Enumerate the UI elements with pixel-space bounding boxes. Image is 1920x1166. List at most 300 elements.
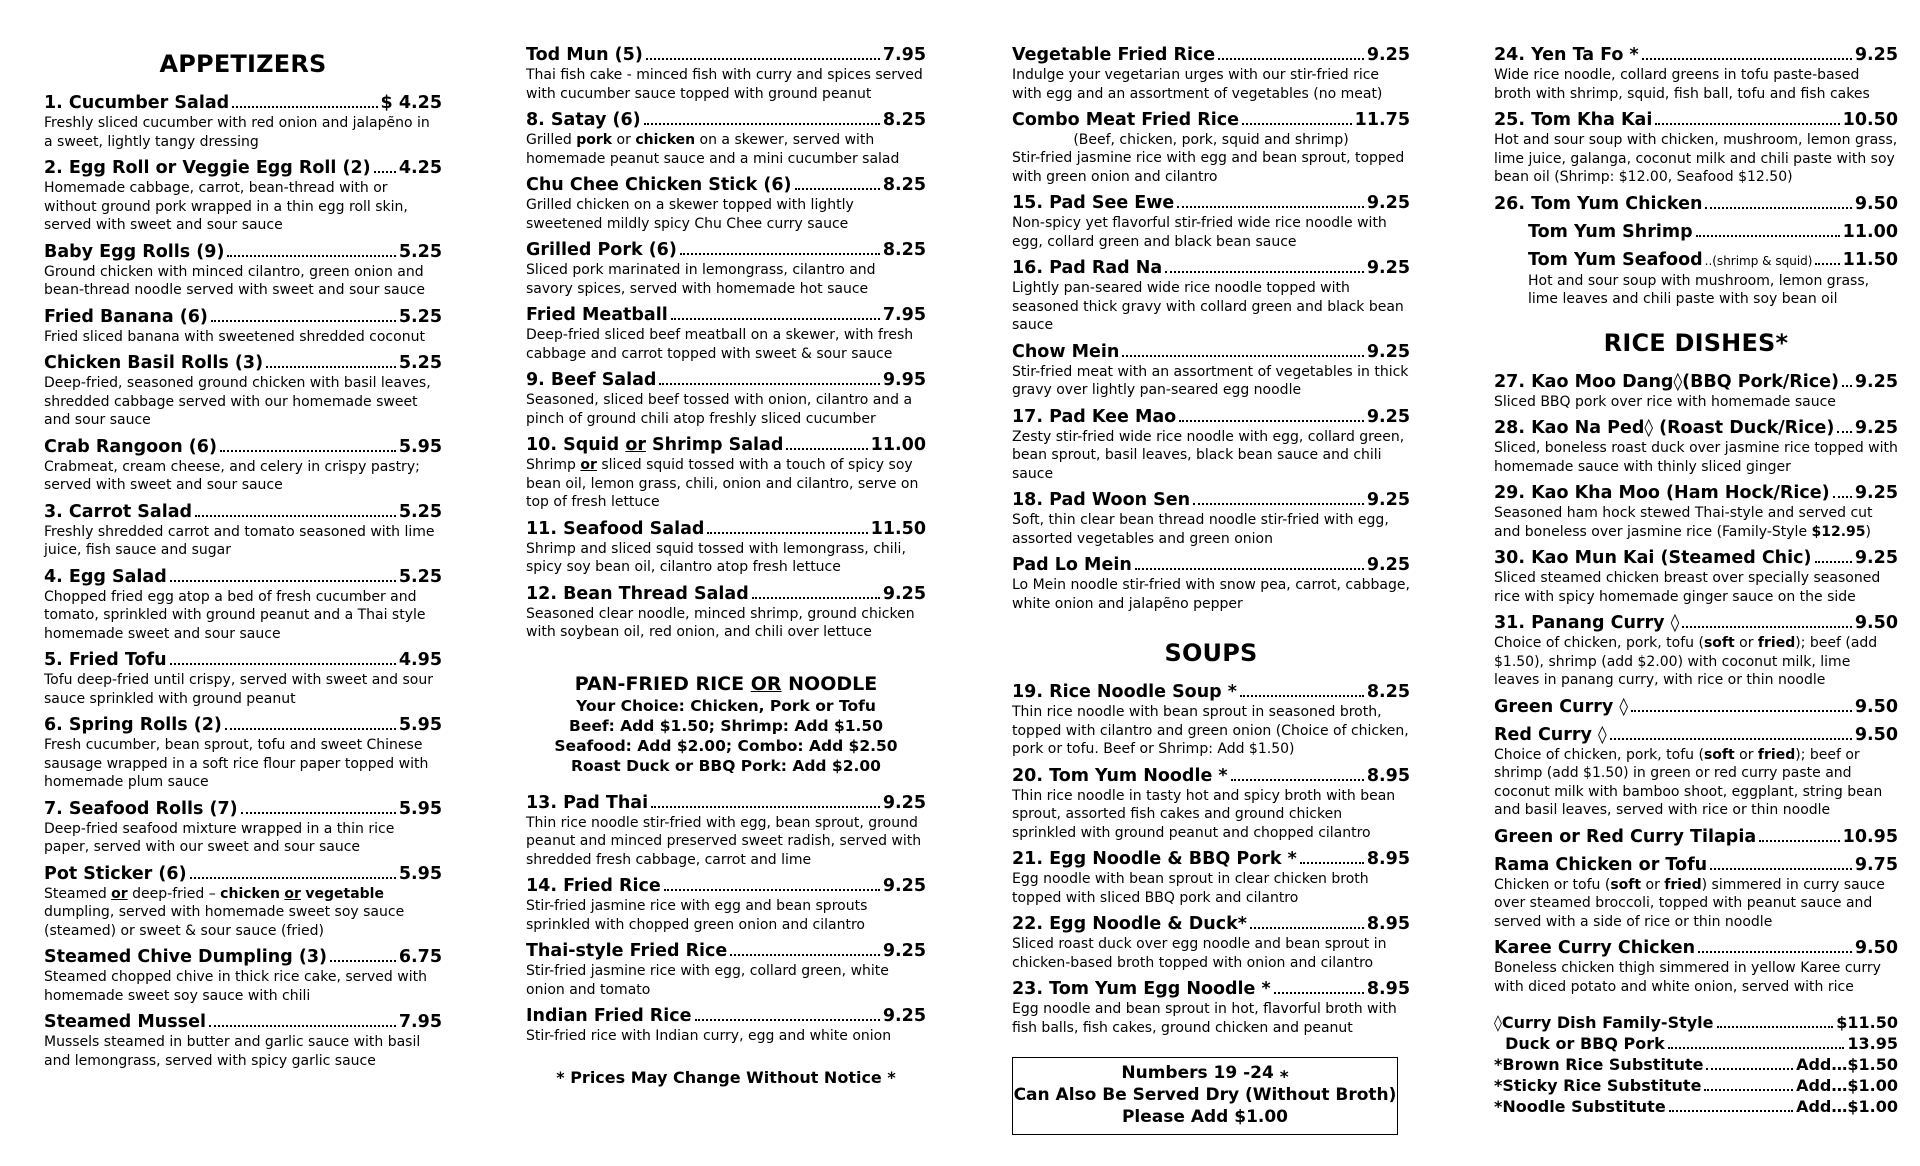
menu-item-header: [1494, 937, 1898, 959]
menu-item-description: Shrimp and sliced squid tossed with lemongrass, chili, spicy soy bean oil, cilantro atop fresh lettuce: [526, 540, 906, 575]
menu-item-name: 21. Egg Noodle & BBQ Pork *: [1012, 849, 1297, 869]
dot-leader: [1837, 431, 1851, 433]
dot-leader: [1177, 206, 1364, 208]
menu-item-description: Sliced pork marinated in lemongrass, cilantro and savory spices, served with homemade hot sauce: [526, 262, 876, 297]
menu-item-description: Stir-fried jasmine rice with egg, collard green, white onion and tomato: [526, 963, 889, 998]
menu-item-header: [1528, 249, 1898, 272]
menu-item-price: 7.95: [882, 45, 926, 65]
menu-item-header: [44, 501, 442, 523]
column-4: [1494, 44, 1898, 1117]
menu-item-name: Indian Fried Rice: [526, 1006, 692, 1026]
menu-item-price: 8.25: [882, 110, 926, 130]
description-part: or: [612, 132, 636, 148]
menu-item-header: [44, 352, 442, 374]
menu-item-price: 9.25: [1854, 45, 1898, 65]
description-part: or: [284, 885, 301, 902]
description-part: soft: [1703, 635, 1735, 651]
menu-item: [1494, 193, 1898, 215]
menu-item: [1012, 44, 1410, 103]
menu-item: [526, 875, 926, 934]
menu-item-header: [44, 92, 442, 114]
menu-item: [1494, 417, 1898, 476]
dot-leader: [1705, 207, 1851, 209]
footer-line-price: Add…$1.00: [1796, 1076, 1898, 1095]
menu-item-header: [1494, 826, 1898, 848]
dry-box-line1: Numbers 19 -24 ⁎: [1121, 1063, 1289, 1083]
menu-item-header: [1494, 44, 1898, 66]
menu-item-price: 5.25: [398, 566, 442, 587]
dot-leader: [651, 806, 880, 808]
menu-item-description: [1494, 504, 1898, 541]
menu-item-header: [1012, 341, 1410, 363]
menu-item: [526, 174, 926, 233]
menu-item: [1494, 612, 1898, 690]
dot-leader: [1704, 1089, 1793, 1091]
menu-item-price: 9.50: [1854, 938, 1898, 958]
menu-item: [526, 369, 926, 428]
menu-item-price: 7.95: [398, 1012, 442, 1032]
dot-leader: [1655, 123, 1839, 125]
menu-item: [1012, 406, 1410, 484]
menu-item-description: Chopped fried egg atop a bed of fresh cucumber and tomato, sprinkled with ground peanut and a Thai style homemade sweet and sour sauce: [44, 588, 426, 642]
dot-leader: [209, 1025, 396, 1027]
name-part: or: [625, 435, 646, 455]
menu-item: [1012, 257, 1410, 335]
menu-item-description: Egg noodle with bean sprout in clear chicken broth topped with sliced BBQ pork and cilantro: [1012, 871, 1369, 906]
menu-item-header: [1012, 913, 1410, 935]
menu-item-price: $ 4.25: [380, 93, 442, 113]
dot-leader: [1135, 568, 1364, 570]
menu-item-description: Seasoned clear noodle, minced shrimp, ground chicken with soybean oil, red onion, and chili over lettuce: [526, 605, 915, 640]
dot-leader: [786, 448, 867, 450]
menu-item-name: 16. Pad Rad Na: [1012, 258, 1163, 278]
name-part: Shrimp Salad: [645, 435, 784, 455]
dot-leader: [1193, 503, 1364, 505]
menu-item-description: Stir-fried rice with Indian curry, egg and white onion: [526, 1028, 892, 1044]
menu-item-header: [1494, 482, 1898, 504]
dot-leader: [1231, 779, 1364, 781]
menu-item-description: [1494, 876, 1898, 932]
menu-item-price: 6.75: [398, 947, 442, 967]
dot-leader: [659, 383, 879, 385]
menu-item: [44, 436, 442, 495]
menu-item-price: 8.25: [882, 240, 926, 260]
menu-item-header: [44, 241, 442, 263]
pan-title-or: OR: [750, 672, 782, 695]
dot-leader: [232, 106, 377, 108]
menu-item-price: 9.25: [1366, 406, 1410, 427]
footer-line: [1494, 1012, 1898, 1033]
menu-item-name: 12. Bean Thread Salad: [526, 583, 749, 604]
menu-item-header: [1012, 192, 1410, 214]
menu-item: [526, 583, 926, 642]
footer-line-header: [1494, 1075, 1898, 1096]
dot-leader: [227, 255, 395, 257]
menu-item-description: Mussels steamed in butter and garlic sauce with basil and lemongrass, served with spicy garlic sauce: [44, 1034, 421, 1069]
menu-item-name: Tom Yum Seafood: [1528, 249, 1703, 270]
dot-leader: [1833, 496, 1852, 498]
menu-item: [526, 518, 926, 577]
dot-leader: [644, 123, 880, 125]
menu-item-name: Steamed Chive Dumpling (3): [44, 947, 328, 967]
dot-leader: [1717, 1026, 1834, 1028]
menu-item-name: 11. Seafood Salad: [526, 518, 705, 539]
footer-line: [1494, 1075, 1898, 1096]
description-part: on a skewer, served with homemade peanut sauce and a mini cucumber salad: [526, 132, 900, 167]
menu-item-header: [526, 174, 926, 196]
menu-item-price: 5.25: [398, 501, 442, 522]
menu-item: [1494, 482, 1898, 541]
menu-item: [44, 92, 442, 151]
menu-item: [1012, 341, 1410, 400]
dot-leader: [795, 188, 880, 190]
description-part: or: [1734, 746, 1758, 763]
menu-item-description: Sliced roast duck over egg noodle and bean sprout in chicken-based broth topped with onion and cilantro: [1012, 936, 1387, 971]
menu-item-description: Sliced, boneless roast duck over jasmine rice topped with homemade sauce with thinly sliced ginger: [1494, 440, 1898, 475]
menu-item-name: Chicken Basil Rolls (3): [44, 353, 264, 373]
menu-item-header: [526, 940, 926, 962]
menu-item-description: Deep-fried seafood mixture wrapped in a thin rice paper, served with our sweet and sour sauce: [44, 820, 395, 855]
menu-item-price: 9.25: [882, 583, 926, 604]
menu-item-description: Boneless chicken thigh simmered in yellow Karee curry with diced potato and white onion, served with rice: [1494, 960, 1881, 995]
menu-item-name: 3. Carrot Salad: [44, 501, 193, 522]
menu-item: [526, 792, 926, 870]
menu-item-price: 9.25: [1366, 555, 1410, 575]
dot-leader: [671, 318, 880, 320]
pan-fried-line3: Seafood: Add $2.00; Combo: Add $2.50: [554, 736, 898, 755]
description-part: soft: [1610, 876, 1642, 893]
dot-leader: [730, 954, 880, 956]
menu-item-price: 11.00: [1842, 221, 1898, 242]
footer-line-name: *Noodle Substitute: [1494, 1097, 1666, 1116]
dot-leader: [646, 58, 880, 60]
pan-fried-block: [526, 672, 926, 776]
dot-leader: [1842, 385, 1852, 387]
menu-item-name: Chow Mein: [1012, 341, 1120, 362]
menu-item-price: 9.25: [1366, 193, 1410, 213]
menu-item: [44, 566, 442, 644]
dot-leader: [1610, 738, 1852, 740]
menu-item-price: 9.25: [1854, 418, 1898, 438]
menu-item-price: 4.95: [398, 650, 442, 670]
menu-item-name: Pot Sticker (6): [44, 863, 187, 884]
menu-item-header: [1012, 44, 1410, 66]
dot-leader: [330, 960, 396, 962]
description-part: Chicken or tofu (: [1494, 876, 1611, 893]
menu-item-header: [1494, 371, 1898, 393]
menu-item-header: [1012, 765, 1410, 787]
menu-item-name: 18. Pad Woon Sen: [1012, 490, 1191, 510]
pan-fried-title: [526, 672, 926, 696]
menu-item-price: 9.50: [1854, 724, 1898, 745]
menu-item: [44, 306, 442, 347]
menu-item: [526, 109, 926, 168]
menu-item-price: 5.25: [398, 306, 442, 327]
column-2: [526, 44, 926, 1087]
description-part: Seasoned ham hock stewed Thai-style and served cut and boneless over jasmine rice (Family-Style: [1494, 505, 1873, 540]
menu-item: [526, 44, 926, 103]
menu-item: [44, 649, 442, 708]
menu-item-header: [44, 566, 442, 588]
menu-item-description: Fried sliced banana with sweetened shredded coconut: [44, 328, 425, 345]
menu-item-header: [44, 649, 442, 671]
menu-item-description: [1494, 634, 1898, 690]
menu-item-name: 15. Pad See Ewe: [1012, 193, 1175, 213]
menu-item-name: 6. Spring Rolls (2): [44, 715, 222, 735]
menu-item-name: 4. Egg Salad: [44, 566, 167, 587]
description-part: Choice of chicken, pork, tofu (: [1494, 635, 1704, 651]
menu-item-price: 9.95: [882, 370, 926, 390]
dry-box-line3: Please Add $1.00: [1121, 1107, 1289, 1127]
menu-item-name: 29. Kao Kha Moo (Ham Hock/Rice): [1494, 483, 1830, 503]
menu-item-name: [526, 434, 783, 456]
menu-item: [1012, 978, 1410, 1037]
menu-item-price: 9.25: [1366, 258, 1410, 278]
menu-item: [1494, 371, 1898, 412]
menu-item-price: 9.25: [882, 876, 926, 896]
dot-leader: [695, 1019, 880, 1021]
dot-leader: [1668, 1047, 1845, 1049]
pan-fried-line1: Your Choice: Chicken, Pork or Tofu: [576, 696, 876, 715]
dot-leader: [1706, 1068, 1793, 1070]
menu-item: [44, 946, 442, 1005]
menu-item-header: [1012, 554, 1410, 576]
description-part: soft: [1703, 746, 1735, 763]
dot-leader: [374, 171, 396, 173]
menu-item-price: 5.95: [398, 715, 442, 735]
dot-leader: [170, 663, 396, 665]
footer-line-price: Add…$1.50: [1796, 1055, 1898, 1074]
menu-item: [526, 304, 926, 363]
menu-item-name: 19. Rice Noodle Soup *: [1012, 682, 1237, 702]
menu-item-header: [526, 239, 926, 261]
menu-item-name: 25. Tom Kha Kai: [1494, 110, 1653, 130]
menu-item-header: [1494, 724, 1898, 746]
description-part: ) simmered in curry sauce over steamed broccoli, topped with peanut sauce and served with a side of rice or thin noodle: [1494, 876, 1885, 930]
menu-item-name: 13. Pad Thai: [526, 792, 649, 813]
menu-item-header: [526, 1005, 926, 1027]
menu-item-name: 20. Tom Yum Noodle *: [1012, 765, 1228, 786]
dot-leader: [1759, 840, 1840, 842]
menu-item-name: Steamed Mussel: [44, 1012, 206, 1032]
menu-item-header: [44, 863, 442, 885]
footer-line-header: [1494, 1033, 1898, 1054]
menu-item-header: [1494, 109, 1898, 131]
description-part: Steamed: [44, 885, 112, 902]
section-title-rice: RICE DISHES*: [1603, 328, 1789, 357]
menu-item-price: 8.95: [1366, 914, 1410, 934]
footer-lines: [1494, 1012, 1898, 1117]
menu-item-description: Non-spicy yet flavorful stir-fried wide rice noodle with egg, collard green and black bean sauce: [1012, 215, 1387, 250]
dot-leader: [1218, 58, 1364, 60]
description-part: or: [580, 457, 597, 473]
menu-item-description: Fresh cucumber, bean sprout, tofu and sweet Chinese sausage wrapped in a soft rice flour paper topped with homemade plum sauce: [44, 737, 429, 790]
menu-item-price: 8.95: [1366, 979, 1410, 999]
menu-item-name: Tom Yum Shrimp: [1528, 221, 1693, 242]
dot-leader: [1710, 868, 1852, 870]
footer-line: [1494, 1096, 1898, 1117]
menu-item-name: 5. Fried Tofu: [44, 650, 167, 670]
description-part: Grilled: [526, 132, 577, 148]
menu-item-description: Hot and sour soup with mushroom, lemon grass, lime leaves and chili paste with soy bean oil: [1528, 272, 1870, 307]
dot-leader: [1698, 951, 1852, 953]
menu-item-price: 5.95: [398, 798, 442, 819]
menu-item-price: 9.25: [1366, 341, 1410, 362]
menu-item-name: Green or Red Curry Tilapia: [1494, 826, 1757, 847]
description-part: fried: [1664, 876, 1702, 893]
menu-item-name: Fried Meatball: [526, 305, 668, 325]
menu-item-price: 8.25: [882, 175, 926, 195]
menu-item-description: Freshly sliced cucumber with red onion and jalapẽno in a sweet, lightly tangy dressing: [44, 115, 430, 150]
menu-item: [1494, 826, 1898, 848]
description-part: or: [1641, 876, 1665, 893]
menu-item-description: Grilled chicken on a skewer topped with lightly sweetened mildly spicy Chu Chee curry sauce: [526, 197, 854, 232]
menu-item-name: 9. Beef Salad: [526, 370, 657, 390]
footer-line-name: *Brown Rice Substitute: [1494, 1055, 1704, 1074]
footer-line-price: Add…$1.00: [1796, 1097, 1898, 1116]
menu-item-description: Thin rice noodle stir-fried with egg, bean sprout, ground peanut and minced preserved sweet radish, served with shredded fresh cabbage, carrot and lime: [526, 814, 922, 868]
description-part: sliced squid tossed with a touch of spicy soy bean oil, lemon grass, chili, onion and cilantro, serve on top of fresh lettuce: [526, 457, 919, 510]
dot-leader: [1122, 355, 1363, 357]
description-part: Shrimp: [526, 457, 581, 473]
menu-item: [1012, 489, 1410, 548]
name-part: 10. Squid: [526, 435, 626, 455]
menu-item-price: 8.25: [1366, 682, 1410, 702]
dot-leader: [266, 366, 396, 368]
menu-item: [44, 1011, 442, 1070]
menu-item-header: [526, 518, 926, 540]
description-part: or: [1734, 635, 1758, 651]
menu-item: [44, 714, 442, 792]
menu-item-name: Vegetable Fried Rice: [1012, 45, 1216, 65]
footer-line-header: [1494, 1096, 1898, 1117]
dry-option-box: [1012, 1057, 1398, 1135]
menu-item-header: [44, 306, 442, 328]
menu-item: [1494, 937, 1898, 996]
dot-leader: [190, 877, 396, 879]
menu-item-name: Red Curry ◊: [1494, 724, 1607, 745]
description-part: vegetable: [305, 885, 384, 902]
menu-item: [1494, 221, 1898, 243]
column-appetizers: [44, 44, 442, 1076]
menu-item-price: 9.50: [1854, 696, 1898, 717]
dot-leader: [680, 253, 880, 255]
footer-line-header: [1494, 1012, 1898, 1033]
menu-item-header: [526, 109, 926, 131]
dot-leader: [1642, 58, 1852, 60]
menu-item-price: 9.25: [1854, 483, 1898, 503]
description-part: chicken: [220, 885, 280, 902]
menu-item-price: 7.95: [882, 305, 926, 325]
menu-item-description: [526, 131, 926, 168]
dot-leader: [241, 812, 396, 814]
menu-item-name: Chu Chee Chicken Stick (6): [526, 175, 792, 195]
description-part: chicken: [635, 132, 696, 148]
menu-item-price: 4.25: [398, 158, 442, 178]
menu-item-header: [526, 434, 926, 456]
dot-leader: [1250, 927, 1364, 929]
dot-leader: [1815, 561, 1852, 563]
menu-item-name: Rama Chicken or Tofu: [1494, 854, 1708, 875]
description-part: dumpling, served with homemade sweet soy sauce (steamed) or sweet & sour sauce (fried): [44, 904, 405, 939]
menu-item-name: Combo Meat Fried Rice: [1012, 110, 1239, 130]
menu-item-price: 9.25: [882, 941, 926, 961]
menu-item-name: 1. Cucumber Salad: [44, 93, 230, 113]
menu-item-price: 9.25: [1854, 548, 1898, 568]
footer-line: [1494, 1054, 1898, 1075]
menu-item-header: [44, 798, 442, 820]
menu-item-header: [1528, 221, 1898, 243]
menu-item-description: Thai fish cake - minced fish with curry and spices served with cucumber sauce topped with ground peanut: [526, 67, 923, 102]
menu-item-description: Stir-fried jasmine rice with egg and bean sprouts sprinkled with chopped green onion and cilantro: [526, 898, 868, 933]
menu-item-header: [44, 714, 442, 736]
menu-item-name: 23. Tom Yum Egg Noodle *: [1012, 979, 1271, 999]
menu-item-header: [1494, 547, 1898, 569]
dot-leader: [1242, 123, 1352, 125]
menu-item: [1012, 765, 1410, 843]
menu-item-description: Crabmeat, cream cheese, and celery in crispy pastry; served with sweet and sour sauce: [44, 458, 420, 493]
description-part: deep-fried –: [127, 885, 221, 902]
menu-item-description: Sliced steamed chicken breast over specially seasoned rice with spicy homemade ginger sauce on the side: [1494, 570, 1881, 605]
menu-item-header: [44, 436, 442, 458]
dot-leader: [1682, 626, 1851, 628]
menu-item-header: [1012, 109, 1410, 131]
price-notice: * Prices May Change Without Notice *: [556, 1067, 896, 1087]
footer-line-name: Duck or BBQ Pork: [1494, 1034, 1665, 1053]
menu-item-header: [44, 1011, 442, 1033]
menu-item-price: 9.25: [882, 1006, 926, 1026]
menu-item-name: 27. Kao Moo Dang◊(BBQ Pork/Rice): [1494, 371, 1839, 392]
description-part: fried: [1757, 746, 1796, 763]
menu-item: [1012, 192, 1410, 251]
menu-item-name: 26. Tom Yum Chicken: [1494, 193, 1703, 214]
menu-item-description: Tofu deep-fried until crispy, served with sweet and sour sauce sprinkled with ground peanut: [44, 672, 433, 707]
menu-item-name: 24. Yen Ta Fo *: [1494, 45, 1639, 65]
menu-item-name: 8. Satay (6): [526, 110, 641, 130]
menu-item-name: 2. Egg Roll or Veggie Egg Roll (2): [44, 158, 371, 178]
menu-item-description: Thin rice noodle with bean sprout in seasoned broth, topped with cilantro and green onion (Choice of chicken, pork or tofu. Beef or Shrimp: Add $1.50): [1012, 704, 1409, 757]
menu-item-description: Sliced BBQ pork over rice with homemade sauce: [1494, 393, 1836, 410]
dot-leader: [1815, 263, 1839, 265]
menu-item-name: Baby Egg Rolls (9): [44, 241, 225, 262]
menu-item-name: Thai-style Fried Rice: [526, 941, 728, 961]
menu-item: [1494, 724, 1898, 820]
menu-item-price: 9.25: [1366, 490, 1410, 510]
menu-item: [1494, 109, 1898, 187]
menu-item-name: 30. Kao Mun Kai (Steamed Chic): [1494, 548, 1812, 568]
menu-item-note: ..(shrimp & squid): [1704, 253, 1813, 268]
menu-item-description: Thin rice noodle in tasty hot and spicy broth with bean sprout, assorted fish cakes and ground chicken sprinkled with ground peanut and chopped cilantro: [1012, 787, 1396, 841]
menu-item-name: 17. Pad Kee Mao: [1012, 406, 1177, 427]
menu-item-name: 14. Fried Rice: [526, 876, 661, 896]
menu-item-name: Pad Lo Mein: [1012, 555, 1132, 575]
pan-fried-line4: Roast Duck or BBQ Pork: Add $2.00: [571, 756, 881, 775]
menu-item-description: Stir-fried meat with an assortment of vegetables in thick gravy over lightly pan-seared egg noodle: [1012, 363, 1409, 398]
menu-item: [44, 798, 442, 857]
menu-item-price: 10.95: [1842, 826, 1898, 847]
menu-item: [44, 241, 442, 300]
menu-item: [44, 352, 442, 430]
footer-line: [1494, 1033, 1898, 1054]
menu-item-name: 22. Egg Noodle & Duck*: [1012, 914, 1247, 934]
menu-item-header: [1012, 489, 1410, 511]
menu-item-header: [1012, 978, 1410, 1000]
menu-item-header: [1494, 854, 1898, 876]
menu-item-price: 8.95: [1366, 765, 1410, 786]
menu-item-name: 31. Panang Curry ◊: [1494, 613, 1680, 633]
dot-leader: [195, 515, 396, 517]
dot-leader: [1165, 271, 1364, 273]
